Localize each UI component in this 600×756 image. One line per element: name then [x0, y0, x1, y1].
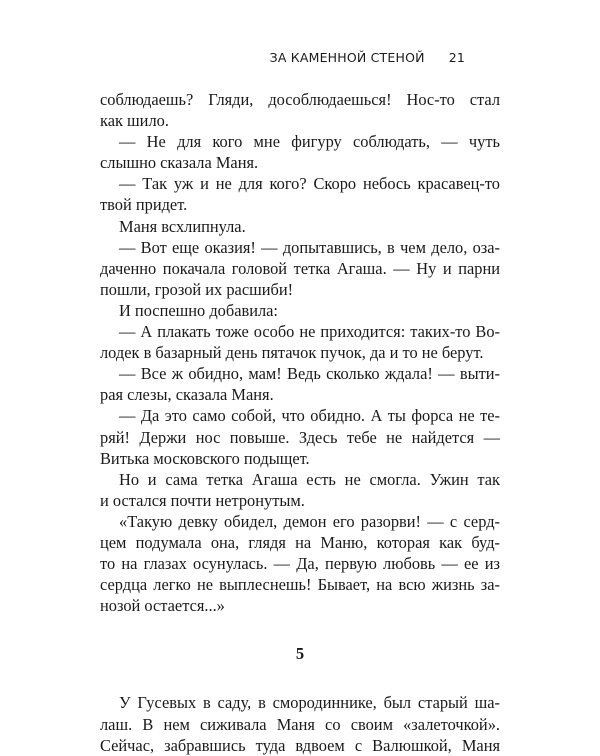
text-line: — Все ж обидно, мам! Ведь сколько ждала! — выти- [119, 364, 500, 384]
text-block-after [100, 692, 500, 755]
text-line: — Вот еще оказия! — допытавшись, в чем дело, оза- [119, 237, 500, 257]
text-line: Сейчас, забравшись туда вдвоем с Валюшкой, Маня [100, 735, 500, 755]
text-line: «Такую девку обидел, демон его разорви! — с серд- [119, 511, 500, 531]
text-line: соблюдаешь? Гляди, дособлюдаешься! Нос-то стал [100, 90, 500, 109]
text-line: ряй! Держи нос повыше. Здесь тебе не найдется — [100, 427, 500, 447]
text-line: Витька московского подыщет. [100, 448, 310, 468]
text-line: — Так уж и не для кого? Скоро небось красавец-то [119, 174, 500, 194]
text-line: Маня всхлипнула. [119, 216, 246, 236]
text-line: рая слезы, сказала Маня. [100, 385, 274, 405]
text-line: твой придет. [100, 195, 188, 215]
text-line: пошли, грозой их расшиби! [100, 279, 294, 299]
text-block-before [100, 89, 500, 616]
text-line: — Не для кого мне фигуру соблюдать, — чуть [119, 132, 500, 152]
text-line: У Гусевых в саду, в смородиннике, был старый ша- [119, 693, 500, 713]
text-line: И поспешно добавила: [119, 300, 278, 320]
text-line: Но и сама тетка Агаша есть не смогла. Ужин так [119, 469, 500, 489]
text-line: — А плакать тоже особо не приходится: таких-то Во- [119, 322, 500, 342]
text-line: то на глазах осунулась. — Да, первую любовь — ее из [100, 554, 500, 574]
text-line: нозой остается...» [100, 596, 225, 616]
running-head [270, 50, 465, 65]
text-line: цем подумала она, глядя на Маню, которая как буд- [100, 532, 500, 552]
page-number: 21 [448, 50, 465, 65]
text-line: слышно сказала Маня. [100, 153, 259, 173]
text-line: как шило. [100, 111, 169, 131]
text-line: лодек в базарный день пятачок пучок, да и то не берут. [100, 343, 484, 363]
running-head-title: ЗА КАМЕННОЙ СТЕНОЙ [269, 50, 425, 65]
text-line: — Да это само собой, что обидно. А ты форса не те- [119, 406, 500, 426]
chapter-number: 5 [295, 644, 305, 664]
text-line: даченно покачала головой тетка Агаша. — Ну и парни [100, 258, 500, 278]
text-line: и остался почти нетронутым. [100, 490, 305, 510]
page-body [100, 89, 500, 756]
text-line: сердца легко не выплеснешь! Бывает, на всю жизнь за- [100, 575, 500, 595]
text-line: лаш. В нем сиживала Маня со своим «залеточкой». [100, 714, 500, 734]
